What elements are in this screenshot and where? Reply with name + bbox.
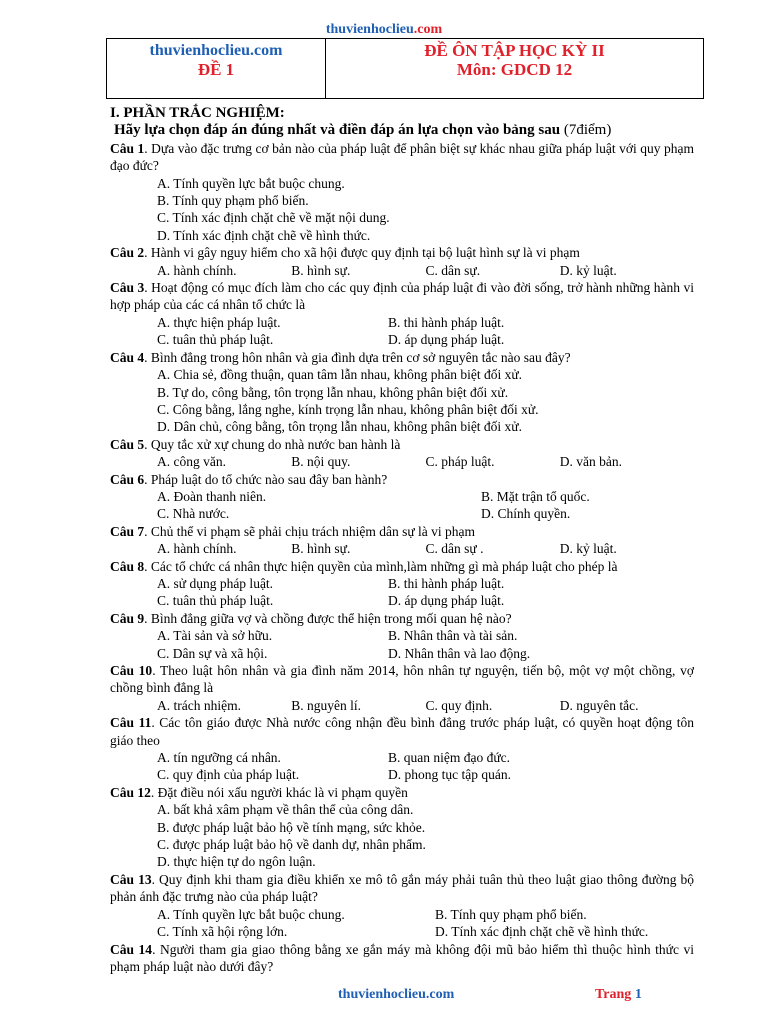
options-row [110, 906, 694, 923]
option: A. hành chính. [157, 262, 237, 278]
option: C. Nhà nước. [157, 506, 230, 522]
option: C. pháp luật. [425, 454, 495, 470]
option: A. Chia sẻ, đồng thuận, quan tâm lẫn nhau, không phân biệt đối xử. [157, 367, 523, 383]
option: D. nguyên tắc. [559, 697, 639, 713]
options-row [110, 749, 694, 766]
option: C. Tính xã hội rộng lớn. [157, 924, 288, 940]
option: D. Tính xác định chặt chẽ về hình thức. [435, 924, 649, 940]
footer-site-name: thuvienhoclieu.com [338, 987, 455, 1002]
question-9: Câu 9. Bình đẳng giữa vợ và chồng được thể hiện trong mối quan hệ nào? [110, 610, 512, 626]
option: D. văn bản. [559, 454, 622, 470]
exam-number: ĐỀ 1 [197, 60, 235, 79]
option: C. tuân thủ pháp luật. [157, 332, 274, 348]
options-row [110, 592, 694, 609]
header-right-cell [326, 39, 703, 98]
options-row [110, 627, 694, 644]
option: B. nội quy. [291, 454, 351, 470]
option: D. Dân chủ, công bằng, tôn trọng lẫn nhau, không phân biệt đối xử. [157, 419, 523, 435]
exam-subject: Môn: GDCD 12 [456, 60, 573, 79]
options-row [110, 697, 694, 714]
option: C. quy định. [425, 697, 493, 713]
question-2: Câu 2. Hành vi gây nguy hiểm cho xã hội được quy định tại bộ luật hình sự là vi phạm [110, 245, 580, 261]
options-row [110, 923, 694, 940]
option: D. Chính quyền. [481, 506, 571, 522]
section-heading: I. PHẦN TRẮC NGHIỆM: [110, 105, 285, 121]
options-row [110, 331, 694, 348]
options-row [110, 540, 694, 557]
question-11: Câu 11. Các tôn giáo được Nhà nước công nhận đều bình đẳng trước pháp luật, có quyền hoạt động tôn giáo theo [110, 715, 694, 748]
question-14: Câu 14. Người tham gia giao thông bằng xe gắn máy mà không đội mũ bảo hiểm thì thuộc hình thức vi phạm pháp luật nào dưới đây? [110, 941, 694, 974]
question-3: Câu 3. Hoạt động có mục đích làm cho các quy định của pháp luật đi vào đời sống, trở hành những hành vi hợp pháp của các cá nhân tổ chức là [110, 280, 694, 313]
options-row [110, 645, 694, 662]
option: B. thi hành pháp luật. [388, 575, 505, 591]
option: A. sử dụng pháp luật. [157, 575, 274, 591]
option: A. Tài sản và sở hữu. [157, 628, 273, 644]
option: C. Tính xác định chặt chẽ về mặt nội dung. [157, 210, 390, 226]
option: C. Công bằng, lắng nghe, kính trọng lẫn nhau, không phân biệt đối xử. [157, 401, 539, 417]
options-row [110, 766, 694, 783]
options-row [110, 262, 694, 279]
question-13: Câu 13. Quy định khi tham gia điều khiển xe mô tô gắn máy phải tuân thủ theo luật giao thông đường bộ phản ánh đặc trưng nào của pháp luật? [110, 871, 695, 905]
option: D. Nhân thân và lao động. [388, 645, 531, 661]
instruction: Hãy lựa chọn đáp án đúng nhất và điền đáp án lựa chọn vào bảng sau (7điểm) [114, 122, 612, 139]
option: D. áp dụng pháp luật. [388, 332, 505, 348]
question-7: Câu 7. Chủ thể vi phạm sẽ phải chịu trách nhiệm dân sự là vi phạm [110, 523, 476, 539]
question-12: Câu 12. Đặt điều nói xấu người khác là vi phạm quyền [110, 784, 408, 800]
header-table [106, 38, 704, 99]
question-4: Câu 4. Bình đẳng trong hôn nhân và gia đình dựa trên cơ sở nguyên tắc nào sau đây? [110, 349, 571, 365]
option: B. Mặt trận tổ quốc. [481, 488, 590, 504]
option: A. Tính quyền lực bắt buộc chung. [157, 175, 345, 191]
option: C. dân sự. [425, 262, 481, 278]
option: C. tuân thủ pháp luật. [157, 593, 274, 609]
option: D. phong tục tập quán. [388, 767, 511, 783]
option: C. quy định của pháp luật. [157, 767, 300, 783]
options-row [110, 453, 694, 470]
option: B. thi hành pháp luật. [388, 314, 505, 330]
question-5: Câu 5. Quy tắc xử xự chung do nhà nước ban hành là [110, 436, 401, 452]
options-row [110, 505, 694, 522]
option: B. được pháp luật bảo hộ về tính mạng, sức khỏe. [157, 819, 426, 835]
question-1: Câu 1. Dựa vào đặc trưng cơ bản nào của pháp luật để phân biệt sự khác nhau giữa pháp luật với quy phạm đạo đức? [110, 140, 694, 174]
option: B. Nhân thân và tài sản. [388, 628, 518, 644]
option: C. dân sự . [425, 541, 484, 557]
option: A. hành chính. [157, 541, 237, 557]
options-row [110, 488, 694, 505]
exam-title: ĐỀ ÔN TẬP HỌC KỲ II [424, 41, 605, 60]
option: D. thực hiện tự do ngôn luận. [157, 854, 316, 870]
options-row [110, 575, 694, 592]
option: A. thực hiện pháp luật. [157, 314, 281, 330]
option: C. Dân sự và xã hội. [157, 645, 268, 661]
question-6: Câu 6. Pháp luật do tổ chức nào sau đây ban hành? [110, 471, 388, 487]
option: A. công văn. [157, 454, 226, 470]
top-site-name: thuvienhoclieu.com [325, 22, 443, 37]
option: A. Đoàn thanh niên. [157, 488, 267, 504]
header-site-name: thuvienhoclieu.com [149, 42, 283, 59]
question-10: Câu 10. Theo luật hôn nhân và gia đình năm 2014, hôn nhân tự nguyện, tiến bộ, một vợ một chồng, vợ chồng bình đẳng là [110, 663, 694, 696]
exam-content [110, 104, 694, 975]
option: B. Tính quy phạm phổ biến. [157, 193, 309, 209]
option: A. tín ngưỡng cá nhân. [157, 750, 281, 766]
option: B. hình sự. [291, 262, 351, 278]
option: D. áp dụng pháp luật. [388, 593, 505, 609]
header-left-cell [107, 39, 326, 98]
option: B. Tính quy phạm phổ biến. [435, 906, 587, 922]
option: B. quan niệm đạo đức. [388, 750, 511, 766]
option: B. nguyên lí. [291, 697, 361, 713]
option: D. kỷ luật. [559, 541, 617, 557]
page-number: Trang 1 [595, 987, 642, 1002]
option: B. Tự do, công bằng, tôn trọng lẫn nhau, không phân biệt đối xử. [157, 384, 509, 400]
option: D. Tính xác định chặt chẽ về hình thức. [157, 227, 371, 243]
option: B. hình sự. [291, 541, 351, 557]
option: A. trách nhiệm. [157, 697, 241, 713]
option: D. kỷ luật. [559, 262, 617, 278]
option: A. bất khả xâm phạm về thân thể của công dân. [157, 802, 414, 818]
question-8: Câu 8. Các tổ chức cá nhân thực hiện quyền của mình,làm những gì mà pháp luật cho phép là [110, 558, 618, 574]
options-row [110, 314, 694, 331]
option: A. Tính quyền lực bắt buộc chung. [157, 906, 345, 922]
option: C. được pháp luật bảo hộ về danh dự, nhân phẩm. [157, 837, 426, 853]
